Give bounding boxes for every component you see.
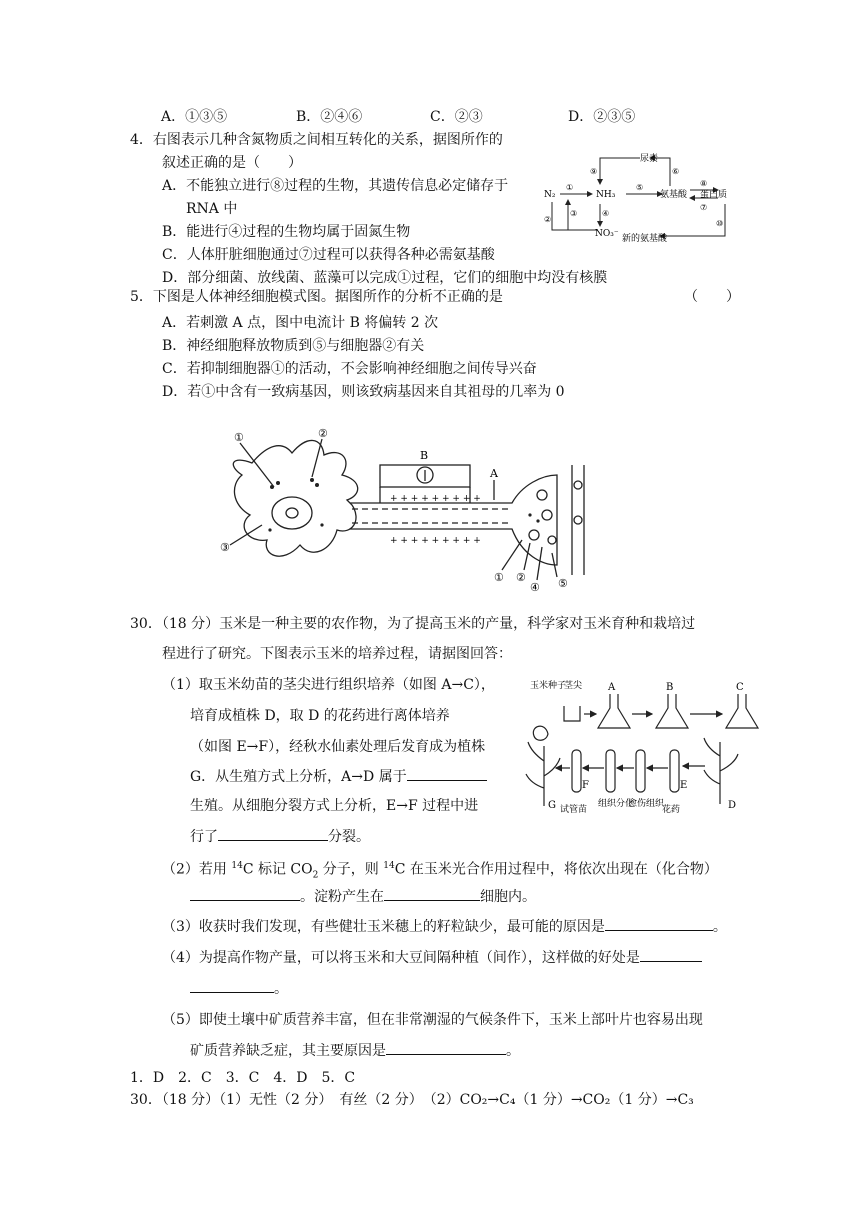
stem-tip-label: 茎尖 xyxy=(564,681,583,691)
q4-stem-line1: 4．右图表示几种含氮物质之间相互转化的关系，据图所作的 xyxy=(130,132,503,148)
q30-part5-line1: （5）即使土壤中矿质营养丰富，但在非常潮湿的气候条件下，玉米上部叶片也容易出现 xyxy=(162,1012,703,1028)
q30-part1-line4-text: G．从生殖方式上分析，A→D 属于 xyxy=(190,769,407,785)
galvanometer-b-label: B xyxy=(420,449,429,462)
step-7-label: ⑦ xyxy=(700,203,708,212)
protein-label: 蛋白质 xyxy=(700,190,728,200)
step-5-label: ⑤ xyxy=(636,183,644,192)
q30-part1-line6 xyxy=(190,826,370,847)
corn-culture-diagram xyxy=(520,676,760,826)
q5-option-a: A．若刺激 A 点，图中电流计 B 将偏转 2 次 xyxy=(162,315,439,331)
co2-subscript: 2 xyxy=(312,870,319,881)
answer-blank-division[interactable] xyxy=(218,826,328,841)
q4-option-a-line1: A．不能独立进行⑧过程的生物，其遗传信息必定储存于 xyxy=(162,178,509,194)
tube-f-label: F xyxy=(582,780,589,791)
corn-seed-label: 玉米种子 xyxy=(530,681,567,691)
plant-d-label: D xyxy=(728,800,737,811)
answer-blank-benefit-1[interactable] xyxy=(640,947,702,962)
q30-stem-line2: 程进行了研究。下图表示玉米的培养过程，请据图回答： xyxy=(162,646,512,662)
answer-blank-cause[interactable] xyxy=(386,1040,506,1055)
organelle-1-label: ① xyxy=(234,431,244,444)
step-2-label: ② xyxy=(544,215,552,224)
q4-option-a-line2: RNA 中 xyxy=(186,201,238,217)
organelle-2b-label: ② xyxy=(516,571,526,584)
q3-option-d: D．②③⑤ xyxy=(568,109,636,125)
isotope-superscript-1: 14 xyxy=(231,861,243,871)
q30-part1-line6-b: 分裂。 xyxy=(328,829,370,845)
q30-part5-line2 xyxy=(190,1040,520,1061)
flask-a-label: A xyxy=(608,682,616,693)
step-6-label: ⑥ xyxy=(672,167,680,176)
membrane-charges-top: + + + + + + + + + xyxy=(390,494,481,504)
flask-c-label: C xyxy=(736,682,744,693)
q5-option-b: B．神经细胞释放物质到⑤与细胞器②有关 xyxy=(162,338,425,354)
plant-g-label: G xyxy=(548,800,556,811)
q3-option-a: A．①③⑤ xyxy=(161,109,228,125)
q30-part2-line2-b: 细胞内。 xyxy=(480,889,536,905)
q30-part5-text: 矿质营养缺乏症，其主要原因是 xyxy=(190,1043,386,1059)
organelle-3-label: ③ xyxy=(220,541,230,554)
q30-part1-line5: 生殖。从细胞分裂方式上分析，E→F 过程中进 xyxy=(190,798,479,814)
step-4-label: ④ xyxy=(602,209,610,218)
q30-part3-end: 。 xyxy=(712,919,727,935)
organelle-4-label: ④ xyxy=(530,581,540,594)
urea-label: 尿素 xyxy=(640,154,659,164)
q4-stem-line2: 叙述正确的是（ ） xyxy=(162,155,302,171)
flask-b-label: B xyxy=(666,682,674,693)
q3-option-b: B．②④⑥ xyxy=(296,109,363,125)
q4-option-d: D．部分细菌、放线菌、蓝藻可以完成①过程，它们的细胞中均没有核膜 xyxy=(162,270,608,286)
amino-acid-label: 氨基酸 xyxy=(660,190,688,200)
q30-part1-line3: （如图 E→F），经秋水仙素处理后发育成为植株 xyxy=(190,739,486,755)
q30-part4-line1 xyxy=(162,947,702,968)
step-3-label: ③ xyxy=(570,209,578,218)
organelle-2-label: ② xyxy=(318,427,328,440)
organelle-1b-label: ① xyxy=(494,571,504,584)
q30-part4-text: （4）为提高作物产量，可以将玉米和大豆间隔种植（间作），这样做的好处是 xyxy=(162,950,640,966)
q30-part3 xyxy=(162,916,727,937)
step-1-label: ① xyxy=(566,183,574,192)
q30-part1-line6-a: 行了 xyxy=(190,829,218,845)
isotope-superscript-2: 14 xyxy=(383,861,395,871)
n2-label: N₂ xyxy=(544,190,556,200)
nitrate-label: NO₃⁻ xyxy=(595,229,619,239)
tissue-differentiation-label: 组织分化 xyxy=(598,799,635,809)
q30-part4-end: 。 xyxy=(274,981,288,997)
q30-part2-rest: C 在玉米光合作用过程中，将依次出现在（化合物） xyxy=(394,861,718,878)
q30-part4-line2 xyxy=(190,978,288,999)
q3-option-c: C．②③ xyxy=(430,109,483,125)
nitrogen-cycle-diagram xyxy=(540,150,740,242)
answer-blank-reproduction[interactable] xyxy=(407,766,487,781)
anther-label: 花药 xyxy=(662,805,681,815)
q5-stem: 5．下图是人体神经细胞模式图。据图所作的分析不正确的是 xyxy=(130,289,503,305)
step-8-label: ⑧ xyxy=(700,179,708,188)
q30-part1-line1: （1）取玉米幼苗的茎尖进行组织培养（如图 A→C）， xyxy=(162,677,495,693)
q30-part3-text: （3）收获时我们发现，有些健壮玉米穗上的籽粒缺少，最可能的原因是 xyxy=(162,919,605,935)
q30-part2-line2 xyxy=(190,886,536,907)
q30-part1-line4 xyxy=(190,766,487,787)
q4-option-b: B．能进行④过程的生物均属于固氮生物 xyxy=(162,224,411,240)
point-a-label: A xyxy=(490,467,498,480)
q30-part5-end: 。 xyxy=(506,1043,520,1059)
answer-key-line2: 30．（18 分）（1）无性（2 分） 有丝（2 分） （2）CO₂→C₄（1 分）→CO₂（1 分）→C₃ xyxy=(130,1092,694,1108)
callus-label: 愈伤组织 xyxy=(628,799,665,809)
q30-part2-line1 xyxy=(162,856,718,885)
answer-blank-reason[interactable] xyxy=(605,916,713,931)
q5-answer-paren: （ ） xyxy=(684,289,740,305)
q30-part2-line2-a: 。淀粉产生在 xyxy=(300,889,384,905)
q5-option-c: C．若抑制细胞器①的活动，不会影响神经细胞之间传导兴奋 xyxy=(162,361,537,377)
test-tube-seedling-label: 试管苗 xyxy=(560,805,588,815)
new-amino-acid-label: 新的氨基酸 xyxy=(622,234,668,242)
q30-part2-mid: 分子，则 xyxy=(318,861,384,878)
answer-blank-cell-type[interactable] xyxy=(384,886,480,901)
organelle-5-label: ⑤ xyxy=(558,577,568,590)
step-9-label: ⑨ xyxy=(590,167,598,176)
membrane-charges-bottom: + + + + + + + + + xyxy=(390,536,481,546)
tube-e-label: E xyxy=(680,780,688,791)
neuron-diagram xyxy=(212,425,602,595)
answer-blank-compounds[interactable] xyxy=(190,886,300,901)
q30-stem-line1: 30．（18 分）玉米是一种主要的农作物，为了提高玉米的产量，科学家对玉米育种和栽培过 xyxy=(130,616,696,632)
q30-part2-co2: C 标记 CO xyxy=(242,861,313,878)
q4-option-c: C．人体肝脏细胞通过⑦过程可以获得各种必需氨基酸 xyxy=(162,247,495,263)
answer-blank-benefit-2[interactable] xyxy=(190,978,274,993)
q30-part1-line2: 培育成植株 D，取 D 的花药进行离体培养 xyxy=(190,708,450,724)
q5-option-d: D．若①中含有一致病基因，则该致病基因来自其祖母的几率为 0 xyxy=(162,384,565,400)
step-10-label: ⑩ xyxy=(716,219,724,228)
q30-part2-prefix: （2）若用 xyxy=(162,861,232,878)
answer-key-line1: 1．D 2．C 3．C 4．D 5．C xyxy=(130,1070,356,1086)
nh3-label: NH₃ xyxy=(596,190,616,200)
